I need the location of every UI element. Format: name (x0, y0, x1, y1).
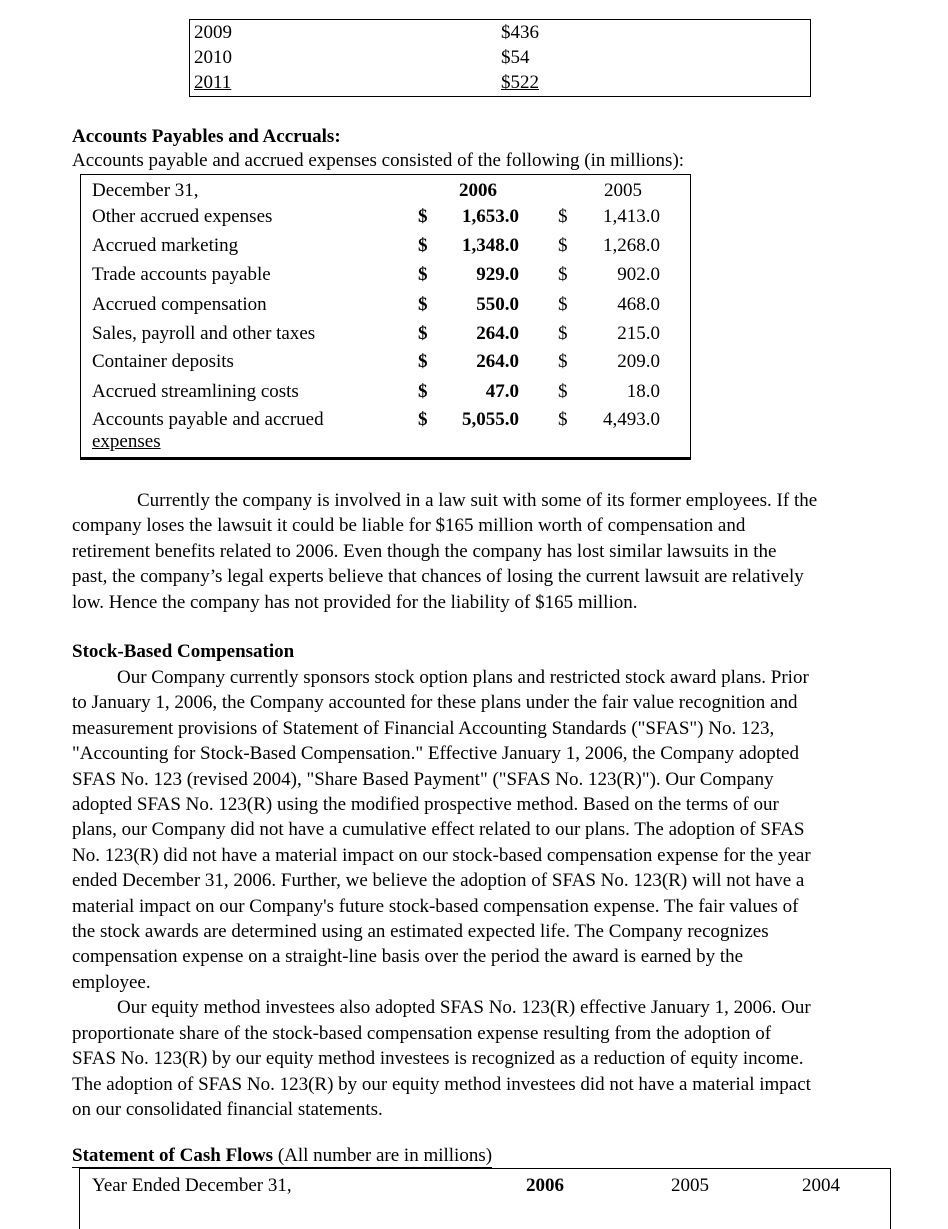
value-2006: 264.0 (476, 323, 519, 344)
dollar-sign: $ (558, 381, 568, 402)
table-row (81, 381, 690, 409)
value-2006: 550.0 (476, 294, 519, 315)
ap-intro: Accounts payable and accrued expenses consisted of the following (in millions): (72, 150, 685, 171)
cf-header-label: Year Ended December 31, (92, 1175, 292, 1196)
table-row (81, 294, 690, 322)
text-line: The adoption of SFAS No. 123(R) by our equity method investees did not have a material impact (72, 1073, 811, 1095)
row-label: Accrued compensation (92, 294, 267, 315)
dollar-sign: $ (558, 264, 568, 285)
text-line: SFAS No. 123 (revised 2004), "Share Based Payment" ("SFAS No. 123(R)"). Our Company (72, 768, 774, 790)
table-row (81, 264, 690, 292)
stock-heading: Stock-Based Compensation (72, 641, 295, 662)
total-label-line2: expenses (92, 431, 161, 452)
cash-flow-table (79, 1168, 891, 1229)
text-line: Our Company currently sponsors stock option plans and restricted stock award plans. Prior (117, 667, 809, 688)
cash-flow-heading (72, 1145, 492, 1168)
text-line: "Accounting for Stock-Based Compensation." Effective January 1, 2006, the Company adopted (72, 743, 799, 765)
text-line: proportionate share of the stock-based compensation expense resulting from the adoption of (72, 1022, 772, 1044)
text-line: company loses the lawsuit it could be liable for $165 million worth of compensation and (72, 515, 746, 537)
value-2006: 47.0 (485, 381, 519, 402)
dollar-sign: $ (418, 294, 428, 315)
dollar-sign: $ (418, 351, 428, 372)
row-label: Other accrued expenses (92, 206, 273, 227)
text-line: on our consolidated financial statements. (72, 1098, 383, 1120)
value-2005: 209.0 (617, 351, 660, 372)
row-label: Trade accounts payable (92, 264, 271, 285)
dollar-sign: $ (418, 409, 428, 430)
row-label: Sales, payroll and other taxes (92, 323, 316, 344)
row-label: Container deposits (92, 351, 234, 372)
ap-header-2006: 2006 (459, 180, 497, 201)
text-line: the stock awards are determined using an estimated expected life. The Company recognizes (72, 921, 769, 943)
dollar-sign: $ (558, 409, 568, 430)
cf-header-2004: 2004 (802, 1175, 840, 1196)
dollar-sign: $ (558, 206, 568, 227)
table-row (81, 351, 690, 379)
value-cell: $522 (501, 72, 539, 93)
table-row (81, 323, 690, 351)
value-2005: 215.0 (617, 323, 660, 344)
text-line: compensation expense on a straight-line basis over the period the award is earned by the (72, 946, 744, 968)
cash-flow-title: Statement of Cash Flows (72, 1145, 274, 1166)
dollar-sign: $ (418, 381, 428, 402)
value-2005: 1,413.0 (603, 206, 660, 227)
dollar-sign: $ (418, 323, 428, 344)
dollar-sign: $ (418, 264, 428, 285)
value-cell: $436 (501, 22, 539, 43)
dollar-sign: $ (558, 294, 568, 315)
total-2005: 4,493.0 (603, 409, 660, 430)
value-2006: 1,653.0 (462, 206, 519, 227)
cf-header-2006: 2006 (526, 1175, 564, 1196)
text-line: low. Hence the company has not provided for the liability of $165 million. (72, 591, 638, 613)
text-line: SFAS No. 123(R) by our equity method investees is recognized as a reduction of equity income. (72, 1048, 804, 1070)
text-line: measurement provisions of Statement of Financial Accounting Standards ("SFAS") No. 123, (72, 717, 775, 739)
dollar-sign: $ (418, 235, 428, 256)
ap-header-row (81, 180, 690, 208)
value-2006: 1,348.0 (462, 235, 519, 256)
row-label: Accrued marketing (92, 235, 239, 256)
row-label: Accrued streamlining costs (92, 381, 299, 402)
value-2005: 1,268.0 (603, 235, 660, 256)
text-line: employee. (72, 971, 151, 993)
table-row (81, 206, 690, 234)
text-line: material impact on our Company's future stock-based compensation expense. The fair values of (72, 895, 799, 917)
value-2006: 929.0 (476, 264, 519, 285)
value-cell: $54 (501, 47, 530, 68)
value-2005: 902.0 (617, 264, 660, 285)
lawsuit-paragraph (72, 488, 817, 615)
value-2005: 468.0 (617, 294, 660, 315)
dollar-sign: $ (558, 323, 568, 344)
text-line: ended December 31, 2006. Further, we believe the adoption of SFAS No. 123(R) will not have a (72, 870, 805, 892)
ap-header-label: December 31, (92, 180, 199, 201)
year-cell: 2010 (194, 47, 232, 68)
total-row (81, 409, 690, 457)
ap-heading: Accounts Payables and Accruals: (72, 126, 341, 147)
dollar-sign: $ (558, 351, 568, 372)
text-line: plans, our Company did not have a cumulative effect related to our plans. The adoption of SFAS (72, 819, 805, 841)
accounts-payable-table (80, 174, 691, 460)
text-line: Currently the company is involved in a law suit with some of its former employees. If the (137, 490, 818, 511)
text-line: No. 123(R) did not have a material impact on our stock-based compensation expense for the year (72, 844, 811, 866)
stock-paragraph-1 (72, 665, 811, 1122)
total-2006: 5,055.0 (462, 409, 519, 430)
text-line: adopted SFAS No. 123(R) using the modified prospective method. Based on the terms of our (72, 794, 779, 816)
text-line: past, the company’s legal experts believe that chances of losing the current lawsuit are relatively (72, 566, 804, 588)
year-value-table (189, 19, 811, 97)
value-2006: 264.0 (476, 351, 519, 372)
dollar-sign: $ (418, 206, 428, 227)
text-line: retirement benefits related to 2006. Even though the company has lost similar lawsuits in the (72, 540, 777, 562)
text-line: Our equity method investees also adopted SFAS No. 123(R) effective January 1, 2006. Our (117, 997, 811, 1019)
dollar-sign: $ (558, 235, 568, 256)
cf-header-2005: 2005 (671, 1175, 709, 1196)
year-cell: 2009 (194, 22, 232, 43)
cash-flow-subtitle: (All number are in millions) (273, 1145, 493, 1166)
year-cell: 2011 (194, 72, 232, 93)
ap-header-2005: 2005 (604, 180, 642, 201)
total-label-line1: Accounts payable and accrued (92, 409, 324, 430)
table-row (81, 235, 690, 263)
text-line: to January 1, 2006, the Company accounted for these plans under the fair value recognition and (72, 692, 798, 714)
value-2005: 18.0 (626, 381, 660, 402)
